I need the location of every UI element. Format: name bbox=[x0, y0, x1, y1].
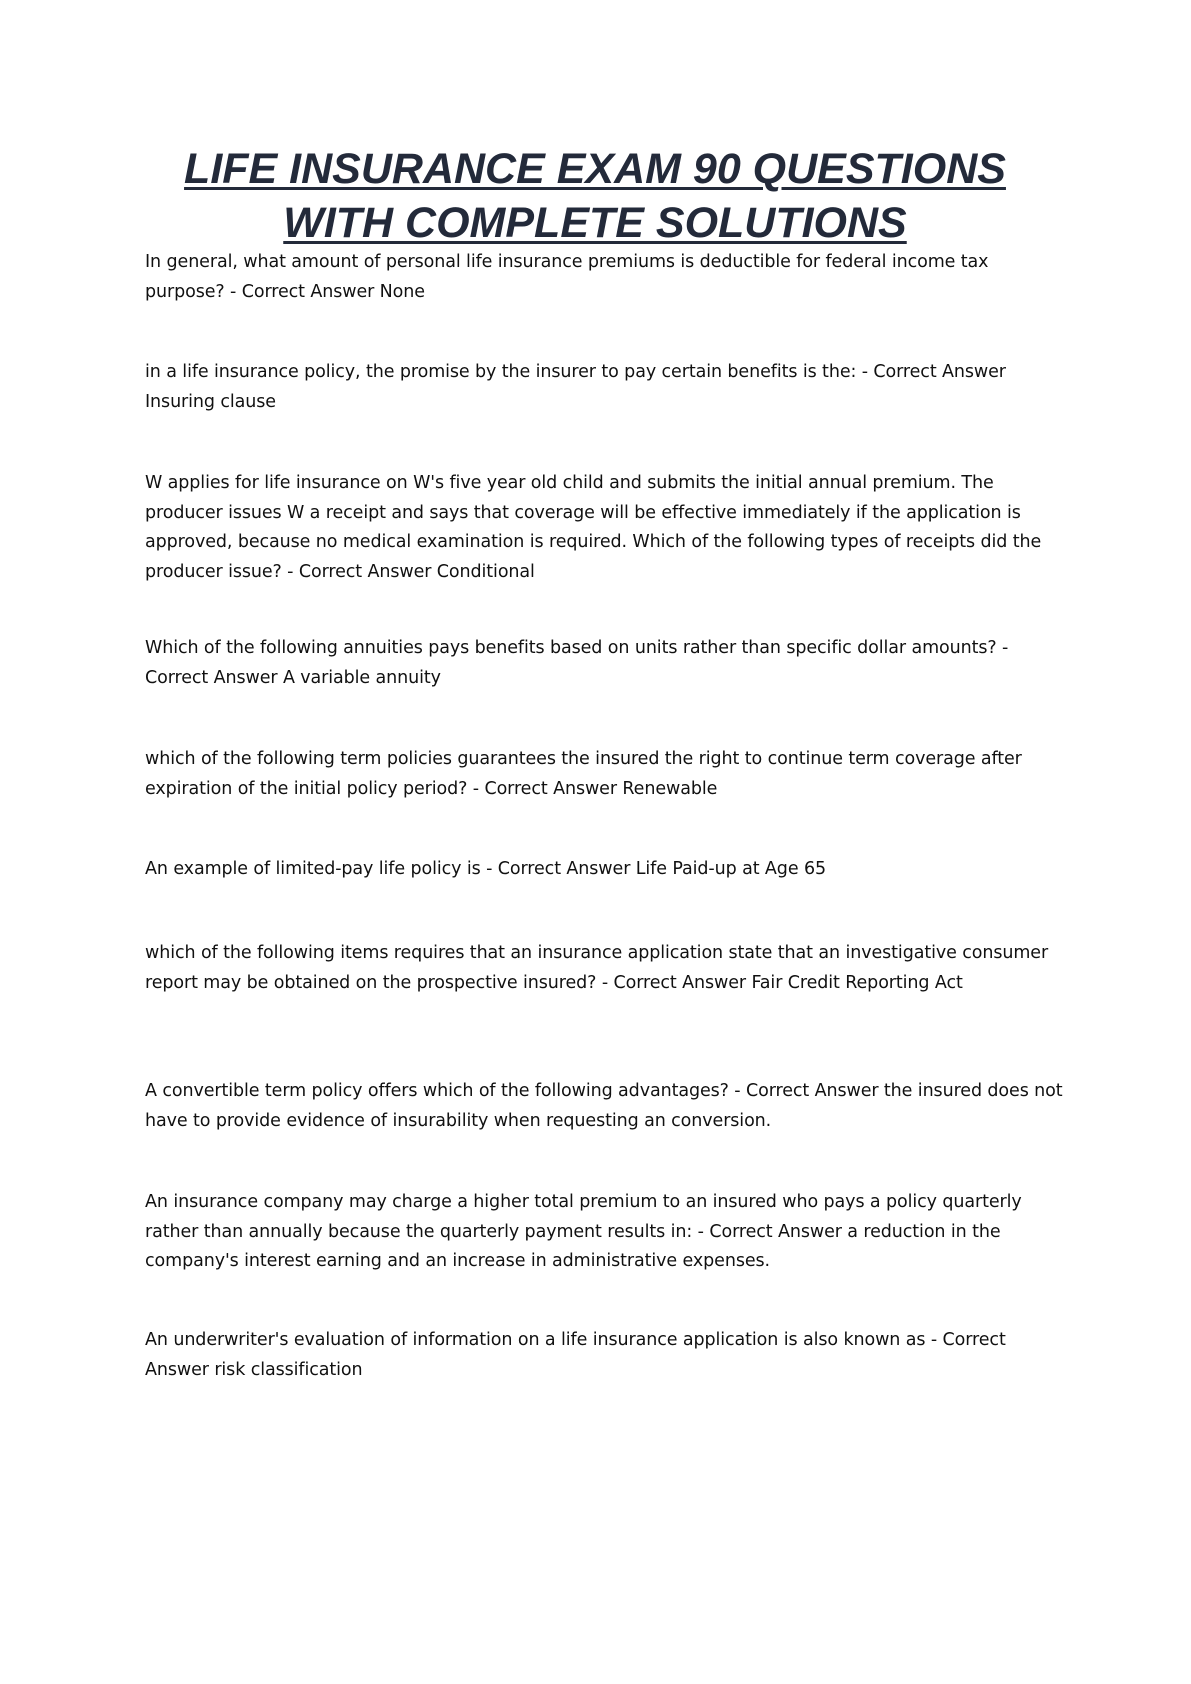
qa-item-2: in a life insurance policy, the promise by the insurer to pay certain benefits is the: - Correct Answer Insuring clause bbox=[145, 362, 1006, 412]
title-line-2: WITH COMPLETE SOLUTIONS bbox=[283, 199, 907, 247]
document-title bbox=[140, 142, 1050, 250]
qa-item-5: which of the following term policies guarantees the insured the right to continue term coverage after expiration of the initial policy period? - Correct Answer Renewable bbox=[145, 749, 1022, 799]
qa-item-3: W applies for life insurance on W's five year old child and submits the initial annual premium. The producer issues W a receipt and says that coverage will be effective immediately if the application is approved, because no medical examination is required. Which of the following types of receipts did the producer issue? - Correct Answer Conditional bbox=[145, 473, 1042, 582]
qa-item-10: An underwriter's evaluation of information on a life insurance application is also known as - Correct Answer risk classification bbox=[145, 1330, 1006, 1380]
qa-item-7: which of the following items requires that an insurance application state that an investigative consumer report may be obtained on the prospective insured? - Correct Answer Fair Credit Reporting Act bbox=[145, 943, 1049, 993]
qa-item-9: An insurance company may charge a higher total premium to an insured who pays a policy quarterly rather than annually because the quarterly payment results in: - Correct Answer a reduction in the company's interest earning and an increase in administrative expenses. bbox=[145, 1192, 1022, 1271]
qa-item-8: A convertible term policy offers which of the following advantages? - Correct Answer the insured does not have to provide evidence of insurability when requesting an conversion. bbox=[145, 1081, 1063, 1131]
qa-item-4: Which of the following annuities pays benefits based on units rather than specific dollar amounts? - Correct Answer A variable annuity bbox=[145, 638, 1009, 688]
qa-item-1: In general, what amount of personal life insurance premiums is deductible for federal income tax purpose? - Correct Answer None bbox=[145, 252, 989, 302]
qa-item-6: An example of limited-pay life policy is - Correct Answer Life Paid-up at Age 65 bbox=[145, 859, 827, 879]
title-line-1: LIFE INSURANCE EXAM 90 QUESTIONS bbox=[184, 145, 1006, 193]
